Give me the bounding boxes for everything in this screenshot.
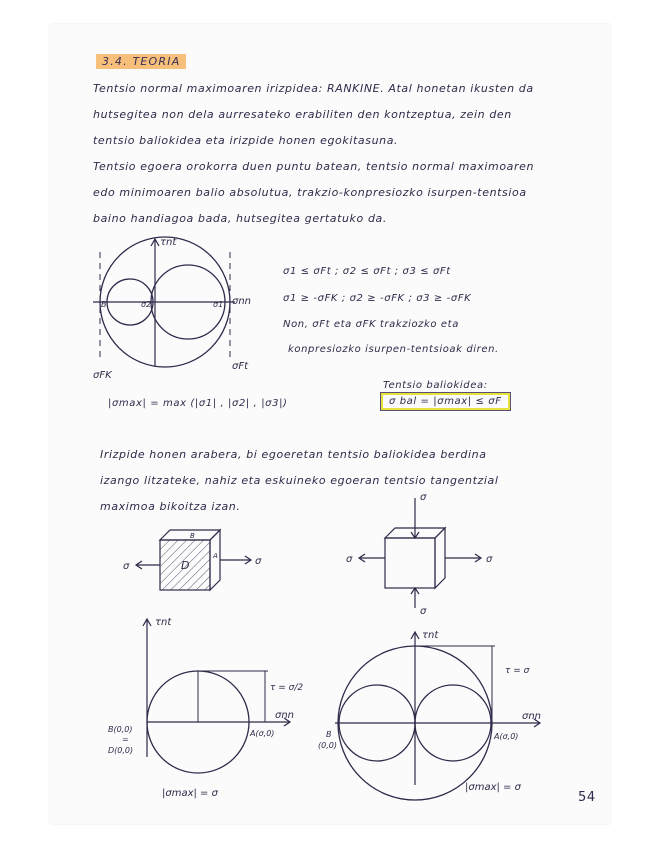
mohr-diagram-biaxial	[310, 625, 570, 810]
paragraph1-line2: hutsegitea non dela aurresateko erabiliten den kontzeptua, zein den	[93, 108, 512, 121]
caption-2: |σmax| = σ	[162, 788, 218, 799]
b-point-label-2: B(0,0)	[108, 725, 133, 734]
cube-biaxial	[340, 490, 520, 620]
cube2-front-face	[385, 538, 435, 588]
paragraph3-line3: maximoa bikoitza izan.	[100, 500, 241, 513]
mohr-diagram-rankine	[85, 232, 270, 382]
equal-sign: =	[122, 735, 129, 744]
a-point-label-2: A(σ,0)	[250, 729, 275, 738]
mohr-diagram-uniaxial	[100, 612, 310, 807]
paragraph1-line1: Tentsio normal maximoaren irizpidea: RANKINE. Atal honetan ikusten da	[93, 82, 534, 95]
sigma-right-label: σ	[255, 556, 262, 567]
d-point-label: D(0,0)	[108, 746, 134, 755]
paragraph3-line2: izango litzateke, nahiz eta eskuineko egoeran tentsio tangentzial	[100, 474, 499, 487]
face-b-label: B	[190, 532, 195, 540]
condition-line3: Non, σFt eta σFK trakziozko eta	[283, 319, 459, 330]
s2-label: σ2	[141, 300, 152, 309]
b-point-label-3: B	[326, 730, 332, 739]
face-d-label: D	[181, 559, 190, 572]
formula-max: |σmax| = max (|σ1| , |σ2| , |σ3|)	[108, 398, 288, 409]
condition-line1: σ1 ≤ σFt ; σ2 ≤ σFt ; σ3 ≤ σFt	[283, 266, 451, 277]
tau-value-label-3: τ = σ	[505, 666, 530, 676]
section-title: 3.4. TEORIA	[96, 54, 186, 69]
cube-uniaxial	[115, 518, 285, 598]
tau-axis-label-2: τnt	[155, 617, 172, 628]
sigma-right2-label: σ	[486, 554, 493, 565]
paragraph2-line1: Tentsio egoera orokorra duen puntu batean, tentsio normal maximoaren	[93, 160, 535, 173]
paragraph2-line2: edo minimoaren balio absolutua, trakzio-konpresiozko isurpen-tentsioa	[93, 186, 527, 199]
caption-3: |σmax| = σ	[465, 782, 521, 793]
sigma-bottom-label: σ	[420, 606, 427, 617]
sigma-axis-label-3: σnn	[522, 711, 542, 722]
left-limit-label: σFK	[93, 370, 112, 381]
cube-side-face	[210, 530, 220, 590]
tau-value-label: τ = σ/2	[270, 683, 304, 693]
b-coord-label-3: (0,0)	[318, 741, 337, 750]
cube2-side-face	[435, 528, 445, 588]
tau-axis-label: τnt	[160, 237, 177, 248]
right-limit-label: σFt	[232, 361, 249, 372]
sigma-left2-label: σ	[346, 554, 353, 565]
equivalent-label: Tentsio baliokidea:	[383, 380, 488, 391]
formula-equivalent-box: σ bal = |σmax| ≤ σF	[381, 393, 510, 410]
s1-label: σ1	[213, 300, 224, 309]
paragraph1-line3: tentsio baliokidea eta irizpide honen egokitasuna.	[93, 134, 399, 147]
face-a-label: A	[213, 552, 218, 560]
paragraph2-line3: baino handiagoa bada, hutsegitea gertatuko da.	[93, 212, 387, 225]
sigma-top-label: σ	[420, 492, 427, 503]
sigma-axis-label: σnn	[232, 296, 252, 307]
sigma-left-label: σ	[123, 561, 130, 572]
condition-line4: konpresiozko isurpen-tentsioak diren.	[288, 344, 499, 355]
paragraph3-line1: Irizpide honen arabera, bi egoeretan tentsio baliokidea berdina	[100, 448, 487, 461]
condition-line2: σ1 ≥ -σFK ; σ2 ≥ -σFK ; σ3 ≥ -σFK	[283, 293, 472, 304]
sigma-axis-label-2: σnn	[275, 710, 295, 721]
tau-axis-label-3: τnt	[422, 630, 439, 641]
a-point-label-3: A(σ,0)	[494, 732, 519, 741]
b-point-label: B	[101, 300, 107, 309]
page-number: 54	[578, 790, 596, 805]
